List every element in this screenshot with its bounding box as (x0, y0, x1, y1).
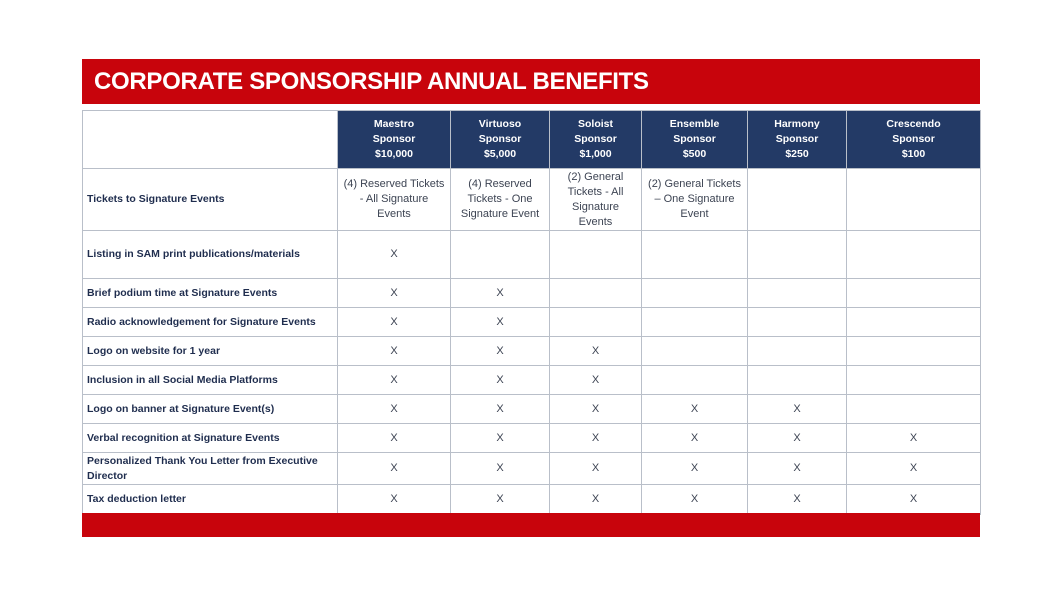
header-row (83, 111, 981, 169)
benefit-cell: X (451, 424, 550, 453)
benefit-cell: X (338, 395, 451, 424)
level-name: Virtuoso (478, 118, 522, 130)
benefit-cell: X (338, 308, 451, 337)
benefit-label: Tax deduction letter (83, 485, 338, 515)
benefit-cell (550, 279, 642, 308)
benefit-cell (451, 231, 550, 279)
level-name: Ensemble (669, 118, 720, 130)
table-row (83, 308, 981, 337)
level-amount: $500 (682, 148, 707, 160)
benefit-cell: X (642, 453, 748, 485)
benefit-cell: X (550, 366, 642, 395)
level-sub: Sponsor (574, 133, 617, 145)
benefit-cell (847, 366, 981, 395)
benefit-cell: X (847, 485, 981, 515)
level-sub: Sponsor (372, 133, 416, 145)
benefit-cell: X (748, 453, 847, 485)
benefit-cell: X (550, 424, 642, 453)
table-row (83, 231, 981, 279)
benefit-cell (748, 279, 847, 308)
benefit-cell (748, 169, 847, 231)
benefit-cell: X (451, 485, 550, 515)
header-corner-cell (83, 111, 338, 169)
benefit-cell: X (748, 424, 847, 453)
benefit-cell: X (550, 453, 642, 485)
benefit-cell (748, 337, 847, 366)
level-header-maestro (338, 111, 451, 169)
table-row (83, 485, 981, 515)
benefit-label: Brief podium time at Signature Events (83, 279, 338, 308)
benefit-cell: X (550, 485, 642, 515)
benefit-label: Radio acknowledgement for Signature Events (83, 308, 338, 337)
benefit-cell (642, 231, 748, 279)
level-sub: Sponsor (775, 133, 819, 145)
benefit-cell (847, 231, 981, 279)
benefit-cell: X (550, 395, 642, 424)
level-header-harmony (748, 111, 847, 169)
benefit-cell: X (642, 424, 748, 453)
benefit-cell (642, 337, 748, 366)
benefit-cell: X (451, 366, 550, 395)
benefit-cell: X (451, 337, 550, 366)
benefit-cell (642, 279, 748, 308)
benefit-label: Inclusion in all Social Media Platforms (83, 366, 338, 395)
benefit-cell: X (451, 395, 550, 424)
benefit-cell: (2) General Tickets – One Signature Event (642, 169, 748, 231)
benefit-cell: X (338, 485, 451, 515)
level-header-virtuoso (451, 111, 550, 169)
benefit-cell: X (338, 366, 451, 395)
benefit-cell: X (550, 337, 642, 366)
level-name: Maestro (373, 118, 415, 130)
benefit-label: Logo on banner at Signature Event(s) (83, 395, 338, 424)
level-amount: $100 (901, 148, 926, 160)
level-name: Crescendo (886, 118, 941, 130)
table-row (83, 279, 981, 308)
benefit-cell (748, 366, 847, 395)
level-amount: $250 (785, 148, 809, 160)
benefit-cell: X (451, 279, 550, 308)
level-amount: $1,000 (579, 148, 612, 160)
level-sub: Sponsor (892, 133, 935, 145)
page-title: CORPORATE SPONSORSHIP ANNUAL BENEFITS (94, 67, 649, 95)
benefit-cell: (2) General Tickets - All Signature Events (550, 169, 642, 231)
table-row (83, 424, 981, 453)
benefit-cell: X (847, 453, 981, 485)
level-name: Harmony (774, 118, 820, 130)
footer-bar (82, 513, 980, 537)
benefit-cell (847, 279, 981, 308)
benefit-cell: (4) Reserved Tickets - All Signature Events (338, 169, 451, 231)
benefit-cell: X (642, 395, 748, 424)
benefit-cell: X (338, 337, 451, 366)
benefit-cell (550, 231, 642, 279)
benefit-label: Verbal recognition at Signature Events (83, 424, 338, 453)
benefit-cell: (4) Reserved Tickets - One Signature Event (451, 169, 550, 231)
level-amount: $10,000 (375, 148, 413, 160)
level-amount: $5,000 (483, 148, 517, 160)
benefit-cell (847, 395, 981, 424)
table-row (83, 337, 981, 366)
table-row (83, 169, 981, 231)
benefit-label: Tickets to Signature Events (83, 169, 338, 231)
table-row (83, 366, 981, 395)
benefit-cell (847, 169, 981, 231)
benefit-cell (847, 337, 981, 366)
level-sub: Sponsor (478, 133, 522, 145)
benefit-cell (748, 231, 847, 279)
benefit-cell: X (748, 485, 847, 515)
benefit-cell: X (451, 308, 550, 337)
benefit-cell (550, 308, 642, 337)
level-header-soloist (550, 111, 642, 169)
benefit-cell: X (338, 453, 451, 485)
benefit-cell: X (338, 231, 451, 279)
level-header-crescendo (847, 111, 981, 169)
benefit-cell: X (338, 279, 451, 308)
benefit-cell: X (642, 485, 748, 515)
level-name: Soloist (577, 118, 613, 130)
benefit-label: Personalized Thank You Letter from Executive Director (83, 453, 338, 485)
benefit-cell: X (338, 424, 451, 453)
benefit-cell (642, 366, 748, 395)
benefit-cell (642, 308, 748, 337)
table-row (83, 395, 981, 424)
level-sub: Sponsor (673, 133, 716, 145)
benefit-cell: X (748, 395, 847, 424)
benefit-cell: X (451, 453, 550, 485)
benefits-table (82, 110, 981, 515)
benefit-label: Listing in SAM print publications/materials (83, 231, 338, 279)
benefit-label: Logo on website for 1 year (83, 337, 338, 366)
benefit-cell (748, 308, 847, 337)
table-row (83, 453, 981, 485)
level-header-ensemble (642, 111, 748, 169)
benefit-cell (847, 308, 981, 337)
benefit-cell: X (847, 424, 981, 453)
title-banner (82, 59, 980, 104)
